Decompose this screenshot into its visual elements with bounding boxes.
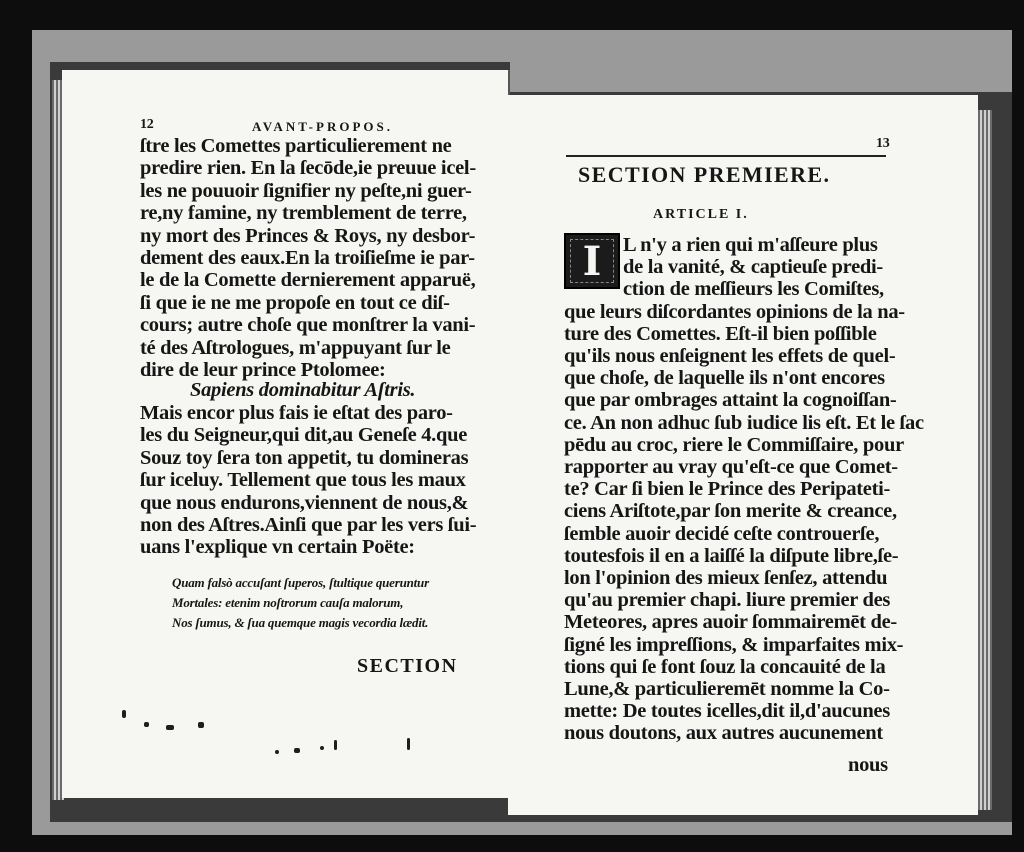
text-line: ſi que ie ne me propoſe en tout ce diſ-	[140, 291, 450, 314]
text-line: ſemble auoir decidé ceſte controuerſe,	[564, 522, 880, 545]
section-title: SECTION PREMIERE.	[578, 162, 831, 187]
text-line: Nos ſumus, & ſua quemque magis vecordia lædit.	[172, 615, 429, 630]
text-line: dement des eaux.En la troiſieſme ie par-	[140, 247, 475, 269]
catchword: nous	[848, 754, 888, 776]
text-line: predire rien. En la ſecōde,ie preuue icel-	[140, 157, 476, 180]
text-line: tions qui ſe font ſouz la concauité de la	[564, 655, 886, 678]
italic-quote-line: Sapiens dominabitur Aſtris.	[190, 379, 416, 401]
text-line: rapporter au vray qu'eſt-ce que Comet-	[564, 456, 898, 478]
text-line: Souz toy ſera ton appetit, tu domineras	[140, 446, 469, 469]
text-line: Lune,& particulieremēt nomme la Co-	[564, 678, 890, 700]
text-line: que nous endurons,viennent de nous,&	[140, 491, 469, 514]
text-line: qu'ils nous enſeignent les effets de quel-	[564, 345, 896, 367]
text-line: ny mort des Princes & Roys, ny desbor-	[140, 224, 476, 247]
text-line: lon l'opinion des mieux ſenſez, attendu	[564, 567, 888, 589]
text-line: ciens Ariſtote,par ſon merite & creance,	[564, 500, 897, 523]
text-line: dire de leur prince Ptolomee:	[140, 359, 386, 381]
page-number: 13	[876, 136, 890, 151]
left-page	[62, 70, 510, 798]
text-line: que leurs diſcordantes opinions de la na-	[564, 300, 905, 323]
text-line: ſigné les impreſſions, & imparfaites mix-	[564, 633, 904, 656]
article-title: ARTICLE I.	[653, 207, 749, 222]
text-line: que par ombrages attaint la cognoiſſan-	[564, 389, 897, 412]
text-line: ſur iceluy. Tellement que tous les maux	[140, 469, 466, 492]
catchword: SECTION	[357, 655, 458, 677]
text-line: les ne pouuoir ſignifier ny peſte,ni guer-	[140, 179, 472, 202]
text-line: qu'au premier chapi. liure premier des	[564, 589, 891, 612]
page-number: 12	[140, 117, 154, 132]
text-line: pēdu au croc, riere le Commiſſaire, pour	[564, 433, 904, 456]
text-line: té des Aſtrologues, m'appuyant ſur le	[140, 336, 451, 359]
running-head: AVANT-PROPOS.	[252, 119, 393, 134]
text-line: toutesfois il en a laiſſé la diſpute libre,ſe-	[564, 544, 899, 567]
text-line: te? Car ſi bien le Prince des Peripateti-	[564, 478, 891, 501]
text-line: Mais encor plus fais ie eſtat des paro-	[140, 402, 453, 424]
text-line: L n'y a rien qui m'aſſeure plus	[623, 234, 878, 256]
right-page	[508, 95, 978, 815]
text-line: ce. An non adhuc ſub iudice lis eſt. Et le ſac	[564, 411, 924, 434]
text-line: de la vanité, & captieuſe predi-	[623, 256, 883, 279]
text-line: Mortales: etenim noſtrorum cauſa malorum,	[172, 595, 404, 610]
text-line: ſtre les Comettes particulierement ne	[140, 135, 452, 157]
text-line: non des Aſtres.Ainſi que par les vers ſui-	[140, 514, 477, 536]
text-line: les du Seigneur,qui dit,au Geneſe 4.que	[140, 424, 468, 447]
text-line: cours; autre choſe que monſtrer la vani-	[140, 314, 476, 337]
text-line: Quam falsò accuſant ſuperos, ſtultique queruntur	[172, 575, 429, 590]
text-line: que choſe, de laquelle ils n'ont encores	[564, 367, 885, 390]
text-line: ture des Comettes. Eſt-il bien poſſible	[564, 322, 877, 345]
text-line: uans l'explique vn certain Poëte:	[140, 536, 415, 559]
text-line: Meteores, apres auoir ſommairemēt de-	[564, 611, 897, 634]
text-line: le de la Comette dernierement apparuë,	[140, 269, 476, 292]
text-line: mette: De toutes icelles,dit il,d'aucunes	[564, 700, 890, 723]
text-line: ction de meſſieurs les Comiſtes,	[623, 278, 884, 301]
text-line: re,ny famine, ny tremblement de terre,	[140, 202, 467, 225]
text-line: nous doutons, aux autres aucunement	[564, 722, 883, 745]
section-rule	[566, 155, 886, 157]
decorated-initial: I	[564, 233, 620, 289]
